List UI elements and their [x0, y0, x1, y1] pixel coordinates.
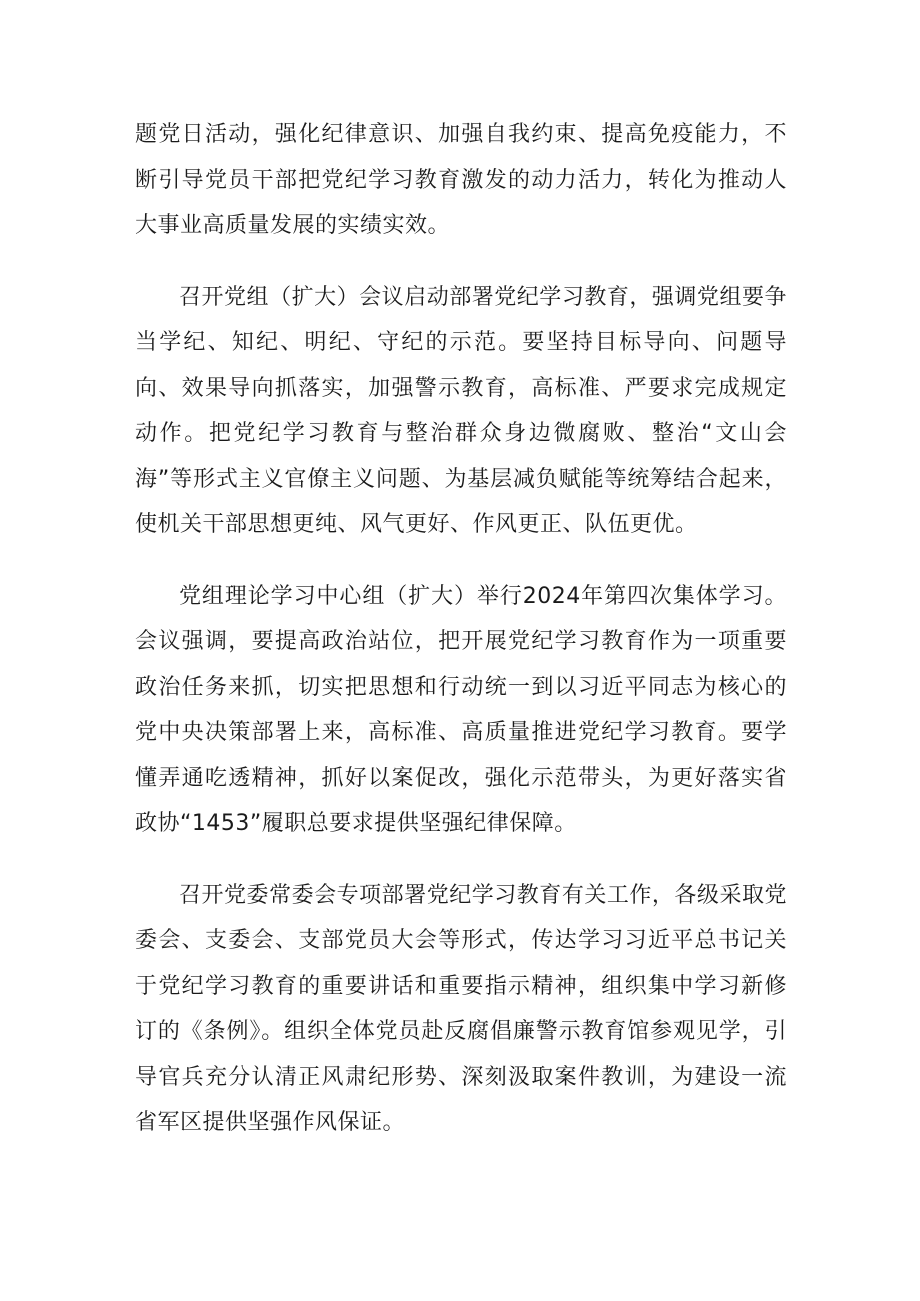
- paragraph-1: 题党日活动，强化纪律意识、加强自我约束、提高免疫能力，不断引导党员干部把党纪学习教育激发的动力活力，转化为推动人大事业高质量发展的实绩实效。: [135, 122, 787, 238]
- paragraph-4: 召开党委常委会专项部署党纪学习教育有关工作，各级采取党委会、支委会、支部党员大会等形式，传达学习习近平总书记关于党纪学习教育的重要讲话和重要指示精神，组织集中学习新修订的《条例》。组织全体党员赴反腐倡廉警示教育馆参观见学，引导官兵充分认清正风肃纪形势、深刻汲取案件教训，为建设一流省军区提供坚强作风保证。: [135, 882, 787, 1135]
- paragraph-3: 党组理论学习中心组（扩大）举行2024年第四次集体学习。会议强调，要提高政治站位，把开展党纪学习教育作为一项重要政治任务来抓，切实把思想和行动统一到以习近平同志为核心的党中央决策部署上来，高标准、高质量推进党纪学习教育。要学懂弄通吃透精神，抓好以案促改，强化示范带头，为更好落实省政协“1453”履职总要求提供坚强纪律保障。: [135, 583, 787, 836]
- paragraph-2: 召开党组（扩大）会议启动部署党纪学习教育，强调党组要争当学纪、知纪、明纪、守纪的示范。要坚持目标导向、问题导向、效果导向抓落实，加强警示教育，高标准、严要求完成规定动作。把党纪学习教育与整治群众身边微腐败、整治“文山会海”等形式主义官僚主义问题、为基层减负赋能等统筹结合起来，使机关干部思想更纯、风气更好、作风更正、队伍更优。: [135, 284, 787, 537]
- document-body: [135, 112, 787, 1172]
